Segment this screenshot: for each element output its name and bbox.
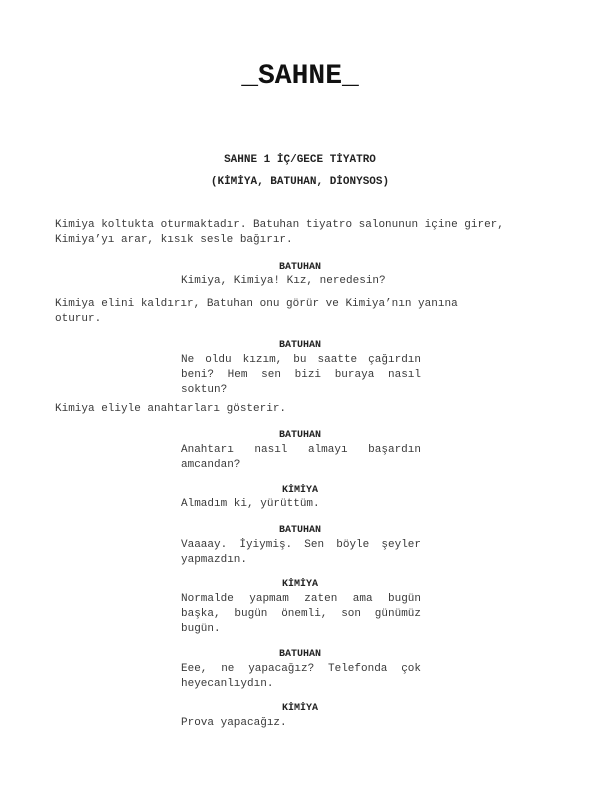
- dialogue-line: Kimiya, Kimiya! Kız, neredesin?: [181, 275, 386, 287]
- dialogue-line: Eee, ne yapacağız? Telefonda çok heyecanlıydın.: [181, 663, 421, 690]
- action-line: Kimiya koltukta oturmaktadır. Batuhan tiyatro salonunun içine girer, Kimiya’yı arar, kısık sesle bağırır.: [55, 219, 511, 246]
- dialogue-line: Almadım ki, yürüttüm.: [181, 498, 320, 510]
- dialogue-line: Normalde yapmam zaten ama bugün başka, bugün önemli, son günümüz bugün.: [181, 593, 421, 635]
- character-name: BATUHAN: [278, 430, 321, 441]
- action-line: Kimiya elini kaldırır, Batuhan onu görür ve Kimiya’nın yanına oturur.: [55, 298, 465, 325]
- character-name: KİMİYA: [281, 485, 318, 496]
- scene-heading: SAHNE 1 İÇ/GECE TİYATRO: [224, 154, 376, 166]
- dialogue-line: Ne oldu kızım, bu saatte çağırdın beni? Hem sen bizi buraya nasıl soktun?: [181, 354, 421, 396]
- dialogue-line: Anahtarı nasıl almayı başardın amcandan?: [181, 444, 421, 471]
- dialogue-line: Prova yapacağız.: [181, 717, 287, 729]
- character-name: KİMİYA: [281, 703, 318, 714]
- action-line: Kimiya eliyle anahtarları gösterir.: [55, 403, 287, 415]
- character-name: KİMİYA: [281, 579, 318, 590]
- character-name: BATUHAN: [278, 649, 321, 660]
- scene-characters: (KİMİYA, BATUHAN, DİONYSOS): [210, 176, 390, 188]
- character-name: BATUHAN: [278, 262, 321, 273]
- dialogue-line: Vaaaay. İyiymiş. Sen böyle şeyler yapmazdın.: [181, 539, 421, 566]
- character-name: BATUHAN: [278, 340, 321, 351]
- character-name: BATUHAN: [278, 525, 321, 536]
- page-title: _SAHNE_: [241, 61, 359, 92]
